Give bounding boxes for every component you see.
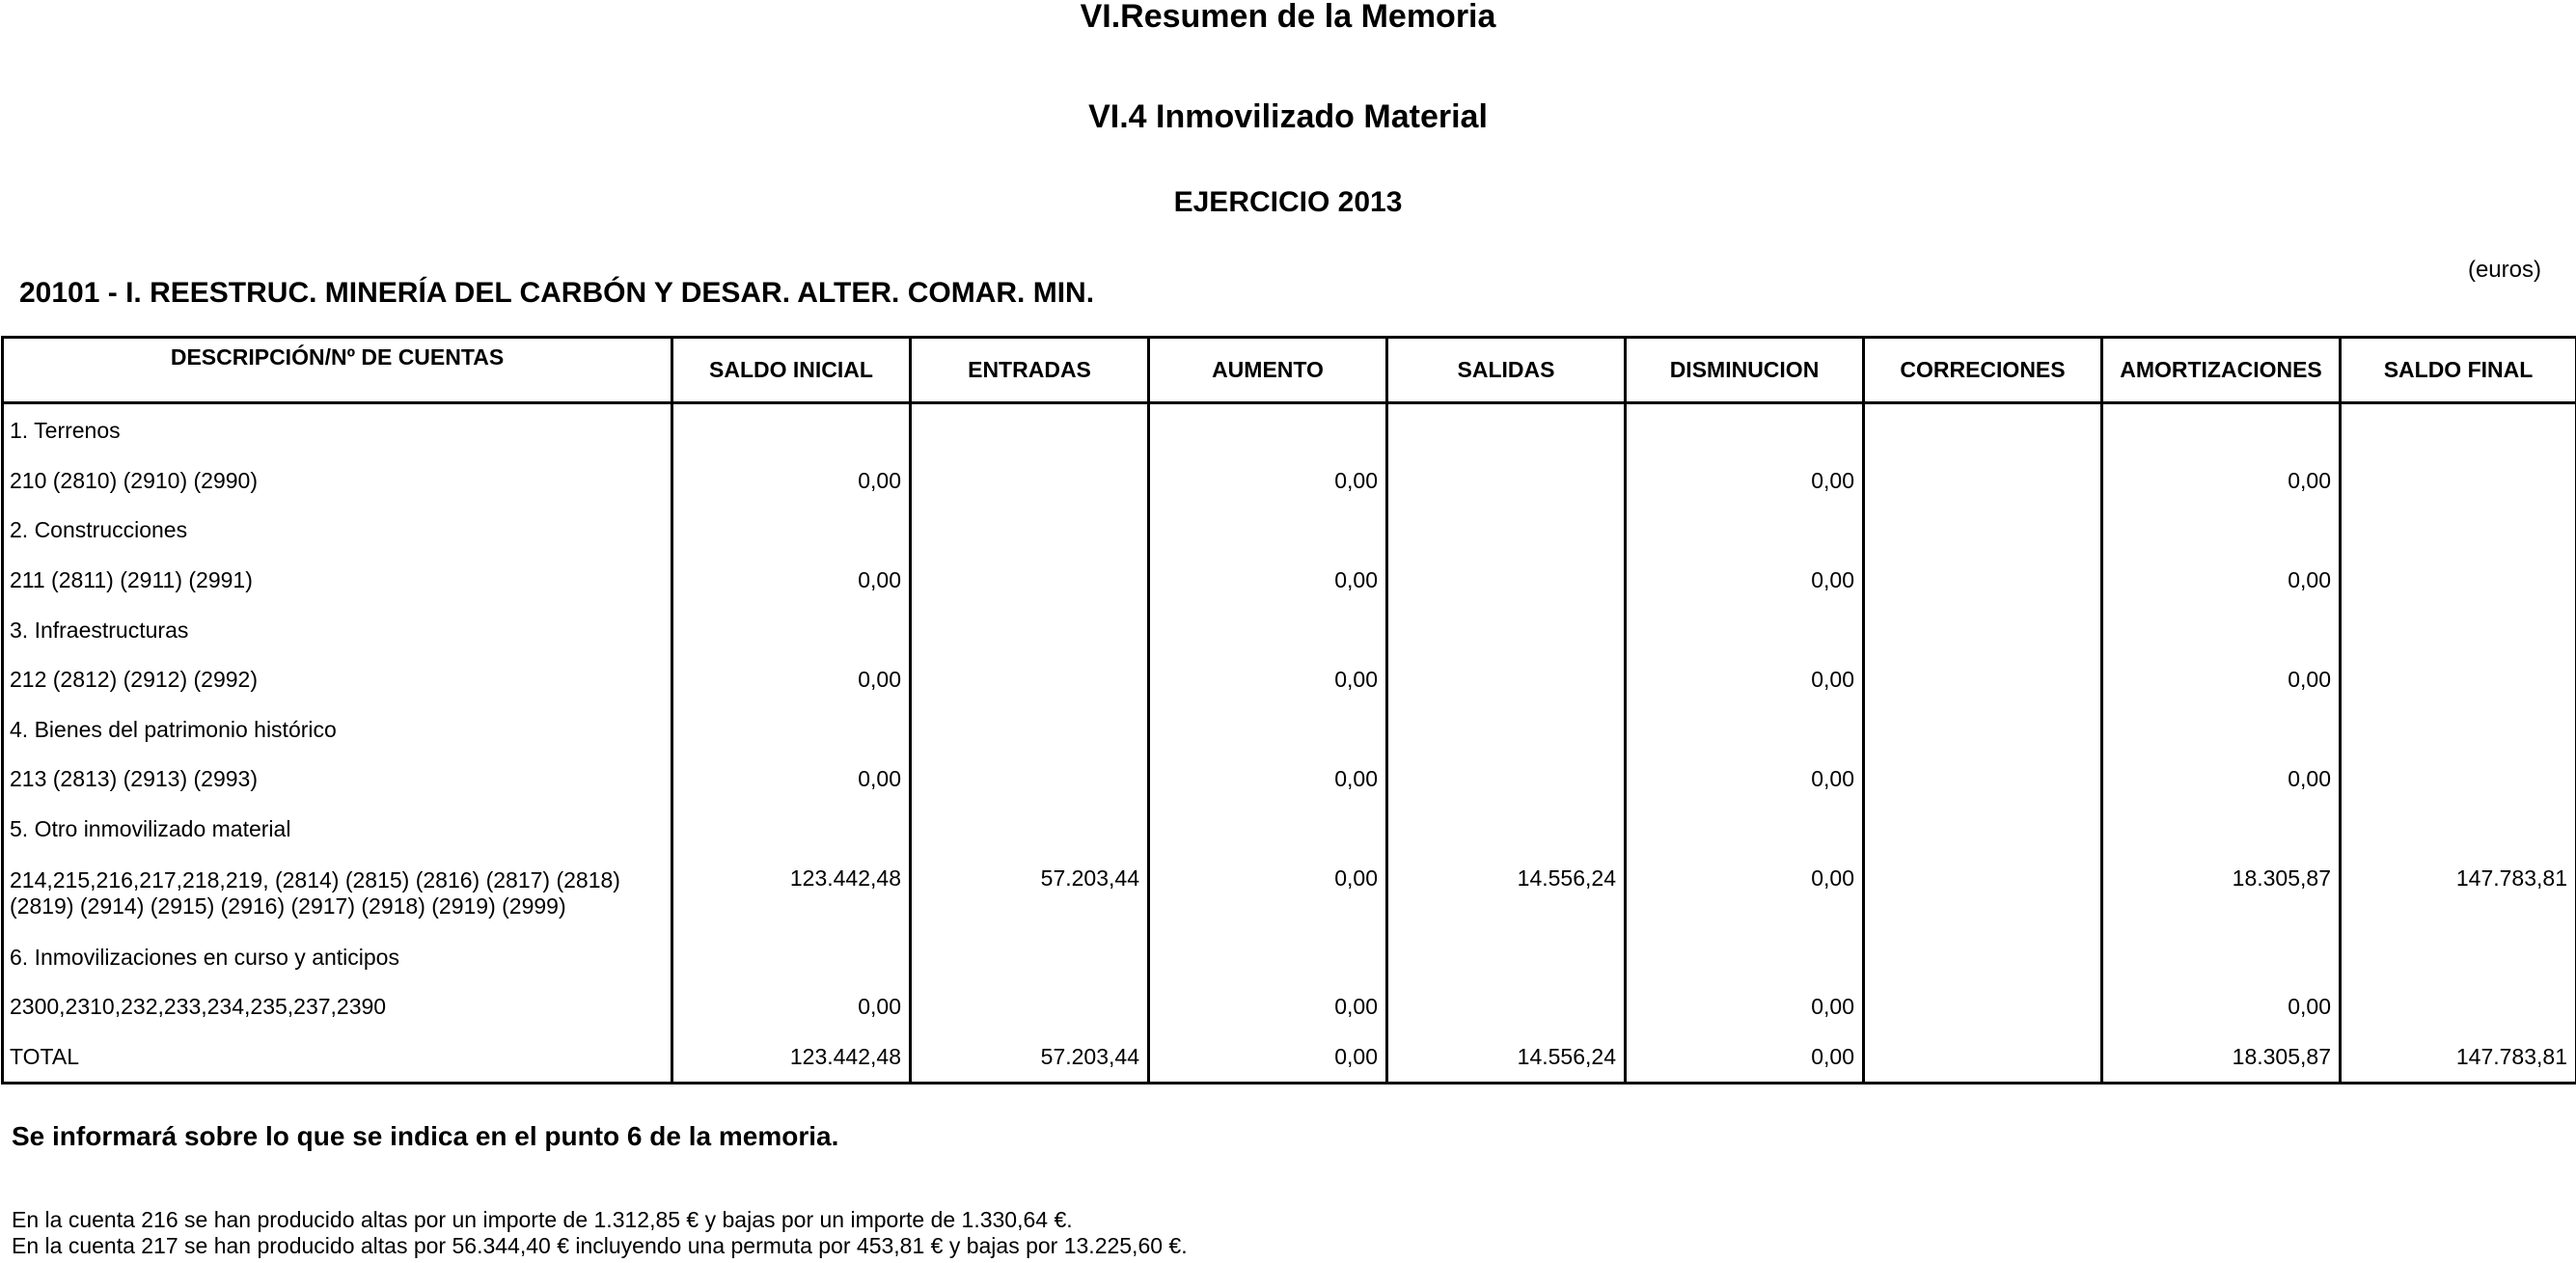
- cell-amortizaciones: [2102, 805, 2341, 855]
- cell-aumento: [1149, 506, 1387, 556]
- cell-saldo-inicial: [672, 403, 911, 456]
- cell-saldo-final: [2341, 506, 2576, 556]
- cell-correciones: [1864, 755, 2102, 805]
- cell-entradas: [911, 932, 1149, 982]
- cell-description: 212 (2812) (2912) (2992): [3, 655, 672, 705]
- currency-units: (euros): [2467, 257, 2541, 283]
- cell-aumento: [1149, 605, 1387, 655]
- cell-description: 5. Otro inmovilizado material: [3, 805, 672, 855]
- notes-block: [12, 1207, 1188, 1259]
- column-header-entradas: ENTRADAS: [911, 338, 1149, 403]
- table-row: [3, 605, 2576, 655]
- table-row: [3, 705, 2576, 755]
- cell-saldo-inicial: 0,00: [672, 982, 911, 1032]
- cell-saldo-inicial: 0,00: [672, 556, 911, 606]
- cell-entradas: [911, 605, 1149, 655]
- column-header-disminucion: DISMINUCION: [1626, 338, 1864, 403]
- cell-entradas: [911, 456, 1149, 507]
- cell-saldo-inicial: 0,00: [672, 755, 911, 805]
- cell-salidas: [1387, 655, 1626, 705]
- cell-correciones: [1864, 982, 2102, 1032]
- cell-correciones: [1864, 805, 2102, 855]
- cell-disminucion: [1626, 932, 1864, 982]
- cell-amortizaciones: [2102, 506, 2341, 556]
- cell-disminucion: [1626, 705, 1864, 755]
- cell-saldo-inicial: [672, 506, 911, 556]
- cell-salidas: [1387, 705, 1626, 755]
- cell-aumento: 0,00: [1149, 854, 1387, 932]
- cell-entradas: [911, 982, 1149, 1032]
- table-row: [3, 932, 2576, 982]
- cell-salidas: [1387, 403, 1626, 456]
- note-line: En la cuenta 216 se han producido altas por un importe de 1.312,85 € y bajas por un importe de 1.330,64 €.: [12, 1207, 1073, 1232]
- cell-description: 211 (2811) (2911) (2991): [3, 556, 672, 606]
- cell-correciones: [1864, 655, 2102, 705]
- cell-description: 1. Terrenos: [3, 403, 672, 456]
- cell-entradas: [911, 506, 1149, 556]
- exercise-year: EJERCICIO 2013: [1173, 186, 1403, 218]
- section-title: VI.4 Inmovilizado Material: [1088, 98, 1488, 135]
- cell-entradas: [911, 755, 1149, 805]
- column-header-saldo-inicial: SALDO INICIAL: [672, 338, 911, 403]
- cell-saldo-inicial: [672, 805, 911, 855]
- cell-disminucion: 0,00: [1626, 556, 1864, 606]
- cell-description: 2300,2310,232,233,234,235,237,2390: [3, 982, 672, 1032]
- cell-saldo-final: [2341, 932, 2576, 982]
- cell-aumento: [1149, 805, 1387, 855]
- cell-disminucion: [1626, 805, 1864, 855]
- cell-saldo-final: [2341, 755, 2576, 805]
- cell-saldo-final: [2341, 403, 2576, 456]
- cell-amortizaciones: [2102, 605, 2341, 655]
- cell-disminucion: 0,00: [1626, 1032, 1864, 1084]
- cell-entradas: [911, 403, 1149, 456]
- table-row: [3, 655, 2576, 705]
- cell-amortizaciones: 18.305,87: [2102, 1032, 2341, 1084]
- cell-description: 3. Infraestructuras: [3, 605, 672, 655]
- cell-saldo-final: [2341, 982, 2576, 1032]
- cell-description: 210 (2810) (2910) (2990): [3, 456, 672, 507]
- cell-description: 2. Construcciones: [3, 506, 672, 556]
- cell-entradas: 57.203,44: [911, 854, 1149, 932]
- cell-disminucion: 0,00: [1626, 854, 1864, 932]
- table-row: [3, 755, 2576, 805]
- cell-amortizaciones: [2102, 403, 2341, 456]
- column-header-salidas: SALIDAS: [1387, 338, 1626, 403]
- cell-entradas: [911, 655, 1149, 705]
- table-row: [3, 854, 2576, 932]
- cell-saldo-inicial: 123.442,48: [672, 1032, 911, 1084]
- table-row: [3, 1032, 2576, 1084]
- cell-saldo-final: [2341, 805, 2576, 855]
- cell-entradas: [911, 805, 1149, 855]
- cell-aumento: 0,00: [1149, 982, 1387, 1032]
- cell-description: 6. Inmovilizaciones en curso y anticipos: [3, 932, 672, 982]
- cell-entradas: [911, 556, 1149, 606]
- cell-disminucion: 0,00: [1626, 655, 1864, 705]
- cell-description: 214,215,216,217,218,219, (2814) (2815) (2816) (2817) (2818) (2819) (2914) (2915) (2916) (2917) (2918) (2919) (2999): [3, 854, 672, 932]
- table-row: [3, 556, 2576, 606]
- cell-correciones: [1864, 556, 2102, 606]
- cell-aumento: [1149, 932, 1387, 982]
- table-row: [3, 506, 2576, 556]
- cell-correciones: [1864, 1032, 2102, 1084]
- cell-aumento: 0,00: [1149, 456, 1387, 507]
- cell-disminucion: [1626, 605, 1864, 655]
- cell-saldo-final: [2341, 705, 2576, 755]
- table-row: [3, 456, 2576, 507]
- cell-saldo-inicial: 0,00: [672, 456, 911, 507]
- column-header-description: DESCRIPCIÓN/Nº DE CUENTAS: [3, 338, 672, 403]
- cell-amortizaciones: 0,00: [2102, 982, 2341, 1032]
- table-header-row: [3, 338, 2576, 403]
- cell-amortizaciones: 0,00: [2102, 456, 2341, 507]
- note-heading: Se informará sobre lo que se indica en el punto 6 de la memoria.: [12, 1121, 839, 1151]
- cell-amortizaciones: [2102, 932, 2341, 982]
- cell-amortizaciones: 0,00: [2102, 556, 2341, 606]
- cell-description: TOTAL: [3, 1032, 672, 1084]
- cell-description: 4. Bienes del patrimonio histórico: [3, 705, 672, 755]
- note-line: En la cuenta 217 se han producido altas por 56.344,40 € incluyendo una permuta por 453,81 € y bajas por 13.225,60 €.: [12, 1233, 1188, 1258]
- cell-disminucion: 0,00: [1626, 755, 1864, 805]
- cell-aumento: 0,00: [1149, 556, 1387, 606]
- cell-correciones: [1864, 403, 2102, 456]
- cell-salidas: [1387, 556, 1626, 606]
- cell-saldo-final: [2341, 456, 2576, 507]
- cell-salidas: 14.556,24: [1387, 854, 1626, 932]
- cell-entradas: 57.203,44: [911, 1032, 1149, 1084]
- fixed-assets-table: [1, 336, 2576, 1085]
- cell-salidas: [1387, 605, 1626, 655]
- cell-salidas: 14.556,24: [1387, 1032, 1626, 1084]
- table-row: [3, 805, 2576, 855]
- cell-aumento: [1149, 403, 1387, 456]
- cell-entradas: [911, 705, 1149, 755]
- cell-correciones: [1864, 456, 2102, 507]
- table-row: [3, 403, 2576, 456]
- cell-saldo-final: [2341, 655, 2576, 705]
- cell-salidas: [1387, 982, 1626, 1032]
- cell-amortizaciones: 0,00: [2102, 655, 2341, 705]
- table-row: [3, 982, 2576, 1032]
- cell-aumento: [1149, 705, 1387, 755]
- cell-description: 213 (2813) (2913) (2993): [3, 755, 672, 805]
- cell-saldo-final: [2341, 556, 2576, 606]
- column-header-aumento: AUMENTO: [1149, 338, 1387, 403]
- cell-saldo-inicial: [672, 705, 911, 755]
- cell-correciones: [1864, 854, 2102, 932]
- cell-salidas: [1387, 755, 1626, 805]
- cell-correciones: [1864, 506, 2102, 556]
- cell-correciones: [1864, 932, 2102, 982]
- cell-correciones: [1864, 605, 2102, 655]
- cell-saldo-inicial: [672, 932, 911, 982]
- cell-salidas: [1387, 805, 1626, 855]
- cell-disminucion: [1626, 403, 1864, 456]
- cell-saldo-inicial: [672, 605, 911, 655]
- cell-saldo-final: 147.783,81: [2341, 1032, 2576, 1084]
- column-header-correciones: CORRECIONES: [1864, 338, 2102, 403]
- cell-amortizaciones: [2102, 705, 2341, 755]
- cell-amortizaciones: 0,00: [2102, 755, 2341, 805]
- column-header-saldo-final: SALDO FINAL: [2341, 338, 2576, 403]
- cell-saldo-inicial: 123.442,48: [672, 854, 911, 932]
- cell-aumento: 0,00: [1149, 655, 1387, 705]
- cell-aumento: 0,00: [1149, 755, 1387, 805]
- cell-aumento: 0,00: [1149, 1032, 1387, 1084]
- column-header-amortizaciones: AMORTIZACIONES: [2102, 338, 2341, 403]
- cell-saldo-final: [2341, 605, 2576, 655]
- report-title: VI.Resumen de la Memoria: [1080, 0, 1496, 35]
- cell-disminucion: 0,00: [1626, 456, 1864, 507]
- cell-salidas: [1387, 456, 1626, 507]
- cell-saldo-inicial: 0,00: [672, 655, 911, 705]
- cell-amortizaciones: 18.305,87: [2102, 854, 2341, 932]
- cell-salidas: [1387, 506, 1626, 556]
- cell-disminucion: [1626, 506, 1864, 556]
- cell-correciones: [1864, 705, 2102, 755]
- cell-saldo-final: 147.783,81: [2341, 854, 2576, 932]
- cell-salidas: [1387, 932, 1626, 982]
- entity-name: 20101 - I. REESTRUC. MINERÍA DEL CARBÓN Y DESAR. ALTER. COMAR. MIN.: [19, 277, 1095, 309]
- cell-disminucion: 0,00: [1626, 982, 1864, 1032]
